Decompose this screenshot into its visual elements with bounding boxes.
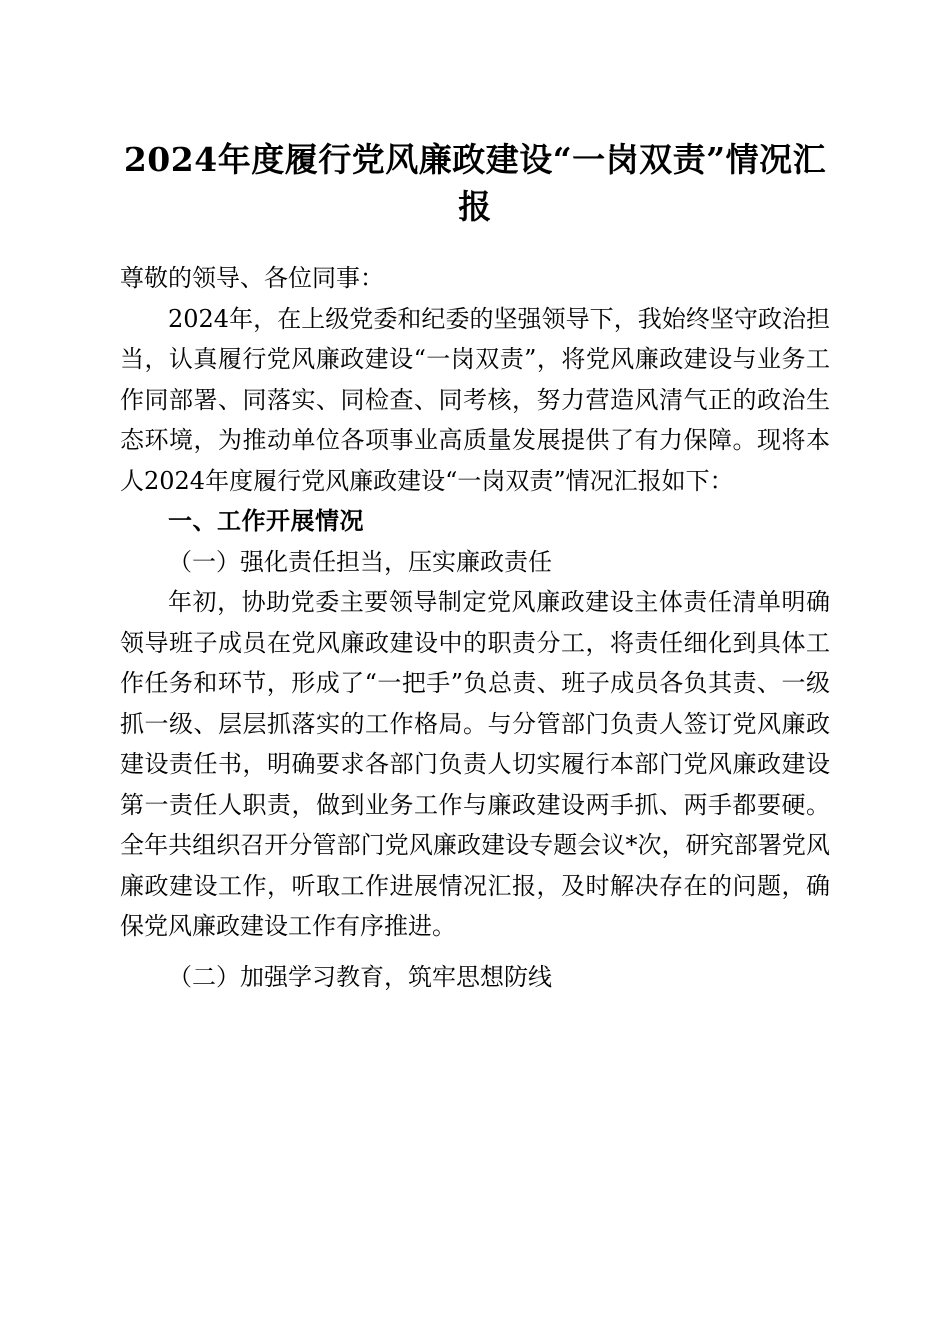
salutation: 尊敬的领导、各位同事： [120, 264, 384, 292]
subsection-1-paragraph: 年初，协助党委主要领导制定党风廉政建设主体责任清单明确领导班子成员在党风廉政建设中的职责分工，将责任细化到具体工作任务和环节，形成了“一把手”负总责、班子成员各负其责、一级抓一级、层层抓落实的工作格局。与分管部门负责人签订党风廉政建设责任书，明确要求各部门负责人切实履行本部门党风廉政建设第一责任人职责，做到业务工作与廉政建设两手抓、两手都要硬。全年共组织召开分管部门党风廉政建设专题会议*次，研究部署党风廉政建设工作，听取工作进展情况汇报，及时解决存在的问题，确保党风廉政建设工作有序推进。 [120, 588, 830, 940]
subsection-heading-1: （一）强化责任担当，压实廉政责任 [168, 547, 552, 576]
document-title: 2024年度履行党风廉政建设“一岗双责”情况汇报 [123, 140, 827, 226]
section-heading-1: 一、工作开展情况 [168, 507, 364, 535]
document-body [120, 258, 830, 997]
paragraph-spacer [120, 947, 830, 957]
intro-paragraph: 2024年，在上级党委和纪委的坚强领导下，我始终坚守政治担当，认真履行党风廉政建设“一岗双责”，将党风廉政建设与业务工作同部署、同落实、同检查、同考核，努力营造风清气正的政治生态环境，为推动单位各项事业高质量发展提供了有力保障。现将本人2024年度履行党风廉政建设“一岗双责”情况汇报如下： [120, 304, 830, 495]
subsection-heading-2: （二）加强学习教育，筑牢思想防线 [168, 962, 552, 991]
